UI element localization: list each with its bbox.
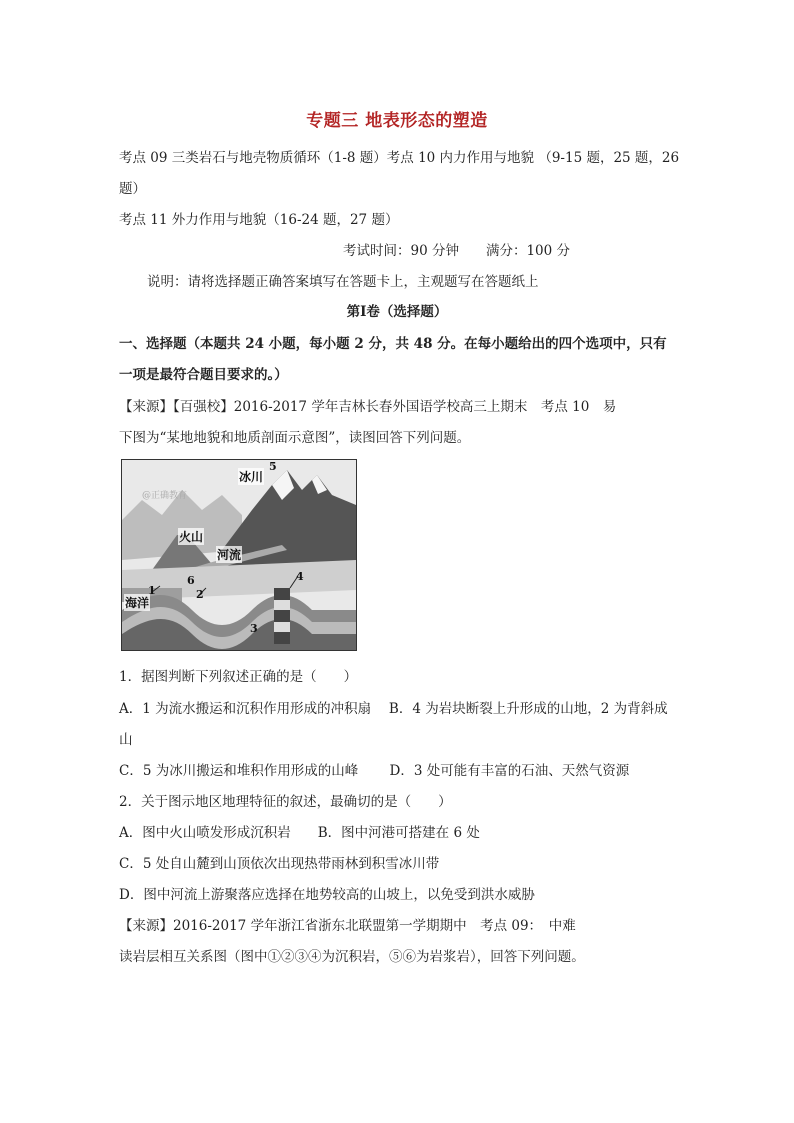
figure-intro-2: 读岩层相互关系图（图中①②③④为沉积岩，⑤⑥为岩浆岩），回答下列问题。 (119, 949, 585, 965)
label-river: 河流 (217, 548, 242, 562)
marker-2: 2 (196, 588, 204, 601)
q2-options-ab: A．图中火山喷发形成沉积岩 B．图中河港可搭建在 6 处 (119, 825, 480, 841)
header-topics-line-2: 题） (119, 181, 146, 197)
header-topics-line-1: 考点 09 三类岩石与地壳物质循环（1-8 题）考点 10 内力作用与地貌 （9-15 题，25 题，26 (119, 150, 680, 166)
source-line-2: 【来源】2016-2017 学年浙江省浙东北联盟第一学期期中 考点 09： 中难 (119, 918, 576, 934)
label-glacier: 冰川 (239, 470, 264, 484)
figure-intro-1: 下图为“某地地貌和地质剖面示意图”，读图回答下列问题。 (119, 430, 471, 446)
q1-stem: 1．据图判断下列叙述正确的是（ ） (119, 669, 358, 685)
marker-1: 1 (148, 584, 156, 597)
q2-stem: 2．关于图示地区地理特征的叙述，最确切的是（ ） (119, 794, 452, 810)
part-heading-line-1: 一、选择题（本题共 24 小题，每小题 2 分，共 48 分。在每小题给出的四个选项中，只有 (119, 336, 667, 352)
page-title: 专题三 地表形态的塑造 (306, 111, 488, 131)
marker-3: 3 (250, 622, 258, 635)
q2-option-d: D．图中河流上游聚落应选择在地势较高的山坡上，以免受到洪水威胁 (119, 887, 535, 903)
exam-time: 考试时间：90 分钟 满分：100 分 (343, 243, 571, 259)
part-heading-line-2: 一项是最符合题目要求的。） (119, 367, 288, 383)
source-line-1: 【来源】【百强校】2016-2017 学年吉林长春外国语学校高三上期末 考点 10 易 (119, 399, 617, 415)
section-title: 第Ⅰ卷（选择题） (346, 304, 448, 320)
header-topics-line-3: 考点 11 外力作用与地貌（16-24 题，27 题） (119, 212, 399, 228)
q2-option-c: C．5 处自山麓到山顶依次出现热带雨林到积雪冰川带 (119, 856, 440, 872)
label-ocean: 海洋 (125, 596, 150, 610)
marker-4: 4 (296, 570, 304, 583)
q1-options-ab: A．1 为流水搬运和沉积作用形成的冲积扇 B．4 为岩块断裂上升形成的山地，2 为背斜成 (119, 701, 668, 717)
q1-options-cd: C．5 为冰川搬运和堆积作用形成的山峰 D．3 处可能有丰富的石油、天然气资源 (119, 763, 630, 779)
instruction-note: 说明：请将选择题正确答案填写在答题卡上，主观题写在答题纸上 (147, 274, 539, 290)
label-volcano: 火山 (179, 530, 204, 544)
geology-figure (121, 459, 357, 651)
marker-5: 5 (269, 460, 277, 473)
q1-options-ab-cont: 山 (119, 732, 133, 748)
marker-6: 6 (187, 574, 195, 587)
figure-watermark: @正确教育 (142, 491, 188, 501)
